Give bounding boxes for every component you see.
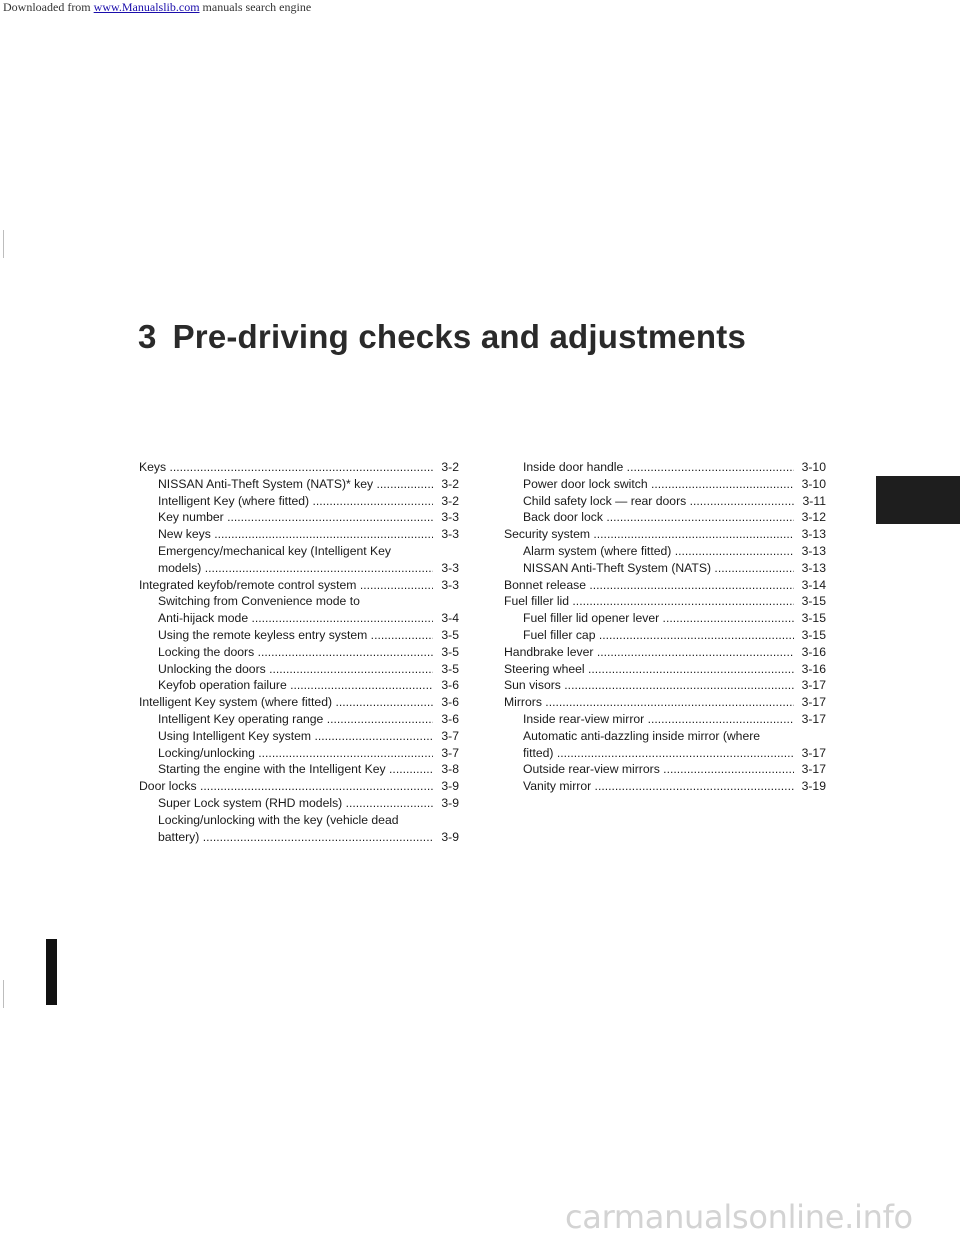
toc-entry[interactable]: [139, 778, 459, 795]
chapter-number: 3: [138, 318, 157, 355]
toc-entry-page: 3-19: [801, 779, 826, 794]
toc-entry-page: 3-5: [441, 627, 459, 642]
toc-entry-page: 3-6: [441, 711, 459, 726]
toc-entry-page: 3-15: [801, 611, 826, 626]
toc-entry-page: 3-4: [441, 611, 459, 626]
toc-entry-page: 3-3: [441, 577, 459, 592]
toc-entry-label: Alarm system (where fitted) .....: [523, 543, 794, 560]
toc-entry-label: Intelligent Key operating range .....: [158, 711, 433, 728]
toc-entry-page: 3-9: [441, 829, 459, 844]
toc-entry-page: 3-9: [441, 795, 459, 810]
toc-entry[interactable]: [139, 829, 459, 846]
toc-entry-label: NISSAN Anti-Theft System (NATS) .....: [523, 560, 794, 577]
chapter-title: [138, 318, 746, 356]
toc-entry[interactable]: [504, 627, 826, 644]
crop-mark-top: [3, 230, 4, 258]
toc-entry-page: 3-17: [801, 745, 826, 760]
toc-entry-label: Fuel filler lid opener lever .....: [523, 610, 794, 627]
toc-entry-label: Fuel filler lid .....: [504, 593, 794, 610]
toc-entry-label: Fuel filler cap .....: [523, 627, 794, 644]
toc-entry-page: 3-17: [801, 678, 826, 693]
toc-entry[interactable]: [504, 543, 826, 560]
toc-entry[interactable]: [504, 711, 826, 728]
toc-entry-label: battery) .....: [158, 829, 433, 846]
toc-entry-label: Keys .....: [139, 459, 433, 476]
toc-entry-page: 3-2: [441, 476, 459, 491]
toc-entry-label: Outside rear-view mirrors .....: [523, 761, 794, 778]
toc-entry[interactable]: [139, 745, 459, 762]
toc-entry-label: Key number .....: [158, 509, 433, 526]
toc-entry-label: Using the remote keyless entry system .....: [158, 627, 433, 644]
margin-bar: [46, 939, 57, 1005]
toc-entry[interactable]: [504, 526, 826, 543]
toc-entry-page: 3-7: [441, 728, 459, 743]
toc-entry-page: 3-17: [801, 762, 826, 777]
toc-entry[interactable]: [504, 509, 826, 526]
toc-entry-page: 3-17: [801, 711, 826, 726]
toc-entry-label: Keyfob operation failure .....: [158, 677, 433, 694]
toc-entry-page: 3-15: [801, 627, 826, 642]
toc-entry-line: Switching from Convenience mode to: [158, 594, 360, 609]
toc-entry-label: Locking the doors .....: [158, 644, 433, 661]
toc-entry-label: Security system .....: [504, 526, 794, 543]
toc-entry[interactable]: [504, 560, 826, 577]
chapter-title-text: Pre-driving checks and adjustments: [172, 318, 747, 355]
toc-entry-page: 3-11: [802, 493, 826, 508]
toc-entry[interactable]: [139, 526, 459, 543]
toc-entry[interactable]: [504, 644, 826, 661]
toc-entry-label: Back door lock .....: [523, 509, 794, 526]
toc-entry-page: 3-3: [441, 510, 459, 525]
toc-entry-label: Locking/unlocking .....: [158, 745, 433, 762]
toc-entry[interactable]: [139, 577, 459, 594]
toc-entry-label: Intelligent Key system (where fitted) .....: [139, 694, 433, 711]
toc-entry[interactable]: [504, 459, 826, 476]
chapter-tab-marker: [876, 476, 960, 524]
toc-entry-label: Unlocking the doors .....: [158, 661, 433, 678]
toc-entry-page: 3-13: [801, 543, 826, 558]
header-prefix: Downloaded from: [3, 0, 94, 14]
toc-entry[interactable]: [139, 711, 459, 728]
toc-entry[interactable]: [504, 778, 826, 795]
toc-entry-label: fitted) .....: [523, 745, 794, 762]
toc-entry-label: Mirrors .....: [504, 694, 794, 711]
toc-entry[interactable]: [139, 493, 459, 510]
toc-entry-page: 3-5: [441, 644, 459, 659]
toc-entry[interactable]: [139, 560, 459, 577]
toc-entry-page: 3-10: [801, 460, 826, 474]
toc-entry-label: Handbrake lever .....: [504, 644, 794, 661]
toc-entry-page: 3-10: [801, 476, 826, 491]
toc-entry-label: Using Intelligent Key system .....: [158, 728, 433, 745]
toc-entry-label: Child safety lock — rear doors .....: [523, 493, 795, 510]
toc-entry[interactable]: [504, 761, 826, 778]
toc-entry[interactable]: [139, 459, 459, 476]
toc-entry-page: 3-12: [801, 510, 826, 525]
toc-entry-label: Bonnet release .....: [504, 577, 794, 594]
toc-left-column: [139, 459, 459, 845]
toc-entry[interactable]: [504, 476, 826, 493]
toc-entry-label: Vanity mirror .....: [523, 778, 794, 795]
watermark: carmanualsonline.info: [565, 1198, 913, 1236]
toc-entry-page: 3-16: [801, 644, 826, 659]
toc-entry-label: Starting the engine with the Intelligent Key .....: [158, 761, 433, 778]
toc-entry[interactable]: [504, 493, 826, 510]
header-suffix: manuals search engine: [199, 0, 312, 14]
toc-entry[interactable]: [504, 593, 826, 610]
toc-entry-page: 3-13: [801, 560, 826, 575]
toc-entry-page: 3-3: [441, 527, 459, 542]
toc-entry-label: New keys .....: [158, 526, 433, 543]
toc-entry[interactable]: [139, 661, 459, 678]
toc-right-column: [504, 459, 826, 795]
toc-entry-label: models) .....: [158, 560, 433, 577]
toc-entry-label: Steering wheel .....: [504, 661, 794, 678]
toc-entry-page: 3-8: [441, 762, 459, 777]
toc-entry-label: Sun visors .....: [504, 677, 794, 694]
toc-entry-line: Emergency/mechanical key (Intelligent Key: [158, 543, 392, 558]
toc-entry-page: 3-15: [801, 594, 826, 609]
toc-entry-page: 3-7: [441, 745, 459, 760]
manualslib-link[interactable]: www.Manualslib.com: [93, 0, 200, 14]
toc-entry-label: Integrated keyfob/remote control system .....: [139, 577, 433, 594]
toc-entry-page: 3-2: [441, 460, 459, 474]
toc-entry-label: Inside rear-view mirror .....: [523, 711, 794, 728]
toc-entry-line: Automatic anti-dazzling inside mirror (where: [523, 728, 761, 743]
toc-entry-label: Anti-hijack mode .....: [158, 610, 433, 627]
toc-entry-label: NISSAN Anti-Theft System (NATS)* key .....: [158, 476, 433, 493]
toc-entry-label: Inside door handle .....: [523, 459, 794, 476]
toc-entry[interactable]: [504, 577, 826, 594]
toc-entry-label: Power door lock switch .....: [523, 476, 794, 493]
toc-entry[interactable]: [139, 476, 459, 493]
toc-entry-label: Door locks .....: [139, 778, 433, 795]
toc-entry-page: 3-9: [441, 779, 459, 794]
toc-entry-page: 3-6: [441, 695, 459, 710]
toc-entry-page: 3-14: [801, 577, 826, 592]
toc-entry[interactable]: [139, 677, 459, 694]
toc-entry[interactable]: [139, 694, 459, 711]
download-header: [3, 0, 311, 15]
toc-entry[interactable]: [139, 644, 459, 661]
toc-entry-page: 3-16: [801, 661, 826, 676]
toc-entry-page: 3-13: [801, 527, 826, 542]
toc-entry-page: 3-6: [441, 678, 459, 693]
toc-entry[interactable]: [139, 610, 459, 627]
toc-entry-page: 3-17: [801, 695, 826, 710]
toc-entry[interactable]: [139, 761, 459, 778]
toc-entry-label: Intelligent Key (where fitted) .....: [158, 493, 433, 510]
toc-entry[interactable]: [139, 509, 459, 526]
toc-entry-label: Super Lock system (RHD models) .....: [158, 795, 433, 812]
toc-entry-page: 3-5: [441, 661, 459, 676]
toc-entry[interactable]: [504, 661, 826, 678]
toc-entry[interactable]: [504, 610, 826, 627]
toc-entry-line: Locking/unlocking with the key (vehicle dead: [158, 812, 399, 827]
toc-entry[interactable]: [504, 745, 826, 762]
toc-entry[interactable]: [139, 795, 459, 812]
toc-entry[interactable]: [139, 627, 459, 644]
toc-entry[interactable]: [504, 677, 826, 694]
crop-mark-bottom: [3, 980, 4, 1008]
toc-entry[interactable]: [139, 728, 459, 745]
toc-entry-page: 3-2: [441, 493, 459, 508]
toc-entry[interactable]: [504, 694, 826, 711]
toc-entry-page: 3-3: [441, 560, 459, 575]
